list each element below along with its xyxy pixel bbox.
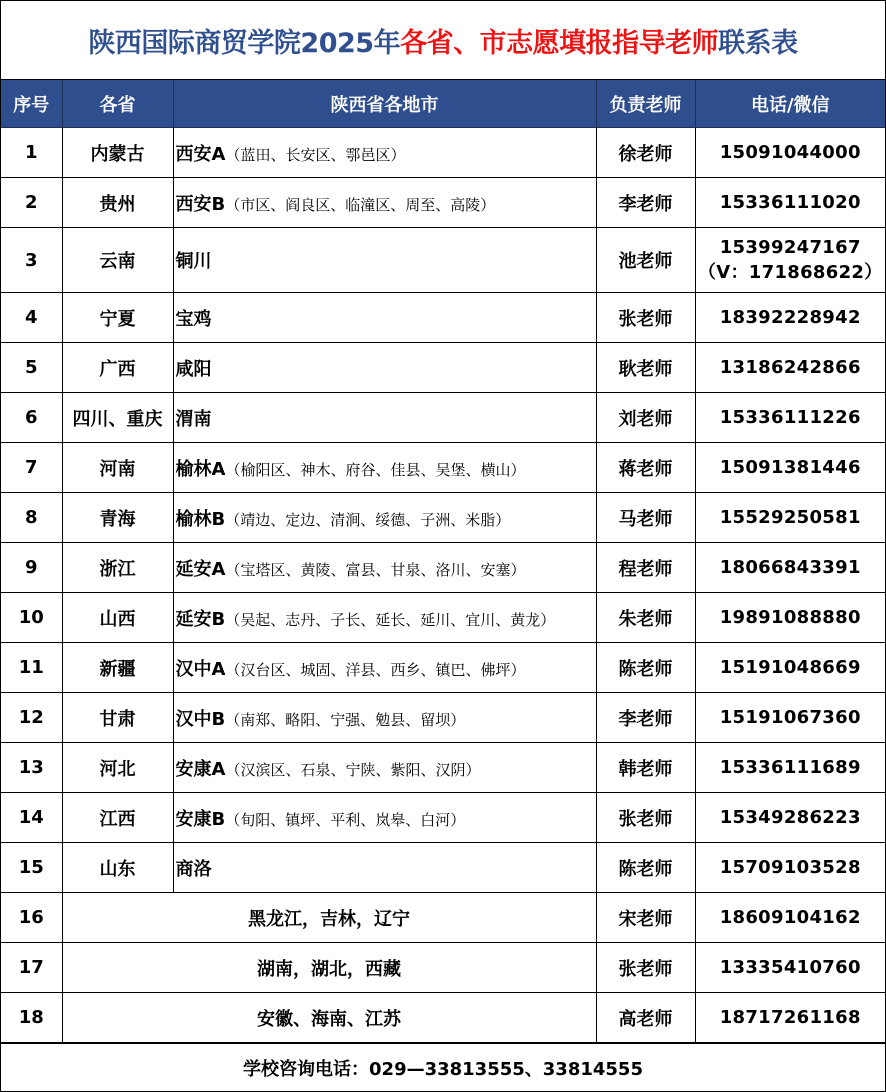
city-name: 宝鸡 bbox=[175, 308, 212, 330]
row-phone bbox=[695, 493, 885, 543]
row-number: 17 bbox=[1, 943, 62, 993]
row-teacher: 韩老师 bbox=[596, 743, 695, 793]
row-phone bbox=[695, 228, 885, 293]
row-number: 5 bbox=[1, 343, 62, 393]
row-province: 甘肃 bbox=[62, 693, 173, 743]
row-province: 贵州 bbox=[62, 178, 173, 228]
row-province: 四川、重庆 bbox=[62, 393, 173, 443]
row-province: 河南 bbox=[62, 443, 173, 493]
city-name: 汉中A bbox=[175, 658, 226, 680]
phone-number: 18392228942 bbox=[719, 307, 861, 328]
row-teacher: 陈老师 bbox=[596, 643, 695, 693]
row-city bbox=[173, 443, 596, 493]
table-row bbox=[1, 593, 885, 643]
table-row bbox=[1, 743, 885, 793]
row-provinces: 湖南，湖北，西藏 bbox=[62, 943, 596, 993]
table-row bbox=[1, 128, 885, 178]
phone-number: 15399247167 bbox=[719, 236, 861, 258]
row-teacher: 蒋老师 bbox=[596, 443, 695, 493]
title-part-school: 陕西国际商贸学院2025年 bbox=[88, 27, 401, 59]
row-city bbox=[173, 643, 596, 693]
city-name: 商洛 bbox=[175, 858, 212, 880]
row-city bbox=[173, 343, 596, 393]
row-province: 青海 bbox=[62, 493, 173, 543]
row-number: 14 bbox=[1, 793, 62, 843]
row-city bbox=[173, 393, 596, 443]
table-header-row bbox=[1, 80, 885, 128]
row-phone bbox=[695, 693, 885, 743]
row-phone bbox=[695, 443, 885, 493]
city-districts: （靖边、定边、清涧、绥德、子洲、米脂） bbox=[225, 510, 511, 529]
row-phone bbox=[695, 643, 885, 693]
city-name: 榆林A bbox=[175, 458, 226, 480]
row-province: 广西 bbox=[62, 343, 173, 393]
row-provinces: 安徽、海南、江苏 bbox=[62, 993, 596, 1043]
table-row bbox=[1, 993, 885, 1043]
row-phone bbox=[695, 843, 885, 893]
school-hotline: 学校咨询电话：029—33813555、33814555 bbox=[1, 1043, 885, 1092]
city-name: 铜川 bbox=[175, 251, 212, 272]
row-city bbox=[173, 128, 596, 178]
header-number: 序号 bbox=[1, 80, 62, 128]
row-teacher: 李老师 bbox=[596, 178, 695, 228]
row-province: 云南 bbox=[62, 228, 173, 293]
header-teacher: 负责老师 bbox=[596, 80, 695, 128]
row-phone bbox=[695, 793, 885, 843]
phone-number: 15336111020 bbox=[719, 192, 861, 213]
row-provinces: 黑龙江，吉林，辽宁 bbox=[62, 893, 596, 943]
row-phone bbox=[695, 543, 885, 593]
row-number: 13 bbox=[1, 743, 62, 793]
row-province: 宁夏 bbox=[62, 293, 173, 343]
row-number: 12 bbox=[1, 693, 62, 743]
city-name: 安康A bbox=[175, 758, 226, 780]
row-phone: 18717261168 bbox=[695, 993, 885, 1043]
row-city bbox=[173, 293, 596, 343]
row-province: 浙江 bbox=[62, 543, 173, 593]
row-number: 16 bbox=[1, 893, 62, 943]
table-row bbox=[1, 493, 885, 543]
row-number: 6 bbox=[1, 393, 62, 443]
row-teacher: 高老师 bbox=[596, 993, 695, 1043]
row-number: 4 bbox=[1, 293, 62, 343]
row-teacher: 刘老师 bbox=[596, 393, 695, 443]
table-row bbox=[1, 943, 885, 993]
row-teacher: 李老师 bbox=[596, 693, 695, 743]
city-districts: （榆阳区、神木、府谷、佳县、吴堡、横山） bbox=[225, 460, 526, 479]
row-phone bbox=[695, 343, 885, 393]
table-row bbox=[1, 843, 885, 893]
row-number: 7 bbox=[1, 443, 62, 493]
city-districts: （蓝田、长安区、鄠邑区） bbox=[225, 145, 406, 164]
row-province: 山西 bbox=[62, 593, 173, 643]
row-city bbox=[173, 593, 596, 643]
city-name: 西安A bbox=[175, 143, 226, 165]
row-number: 1 bbox=[1, 128, 62, 178]
phone-number: 13186242866 bbox=[719, 357, 861, 378]
wechat-id: （V：171868622） bbox=[697, 261, 883, 283]
row-phone bbox=[695, 128, 885, 178]
phone-number: 15091044000 bbox=[719, 142, 861, 163]
contact-table bbox=[1, 80, 885, 1043]
row-phone bbox=[695, 743, 885, 793]
row-city bbox=[173, 743, 596, 793]
city-name: 渭南 bbox=[175, 408, 212, 430]
row-phone bbox=[695, 393, 885, 443]
row-teacher: 张老师 bbox=[596, 293, 695, 343]
phone-number: 15336111689 bbox=[719, 757, 861, 778]
row-phone bbox=[695, 593, 885, 643]
city-name: 咸阳 bbox=[175, 358, 212, 380]
table-row bbox=[1, 693, 885, 743]
row-number: 15 bbox=[1, 843, 62, 893]
city-name: 汉中B bbox=[175, 708, 226, 730]
city-districts: （汉滨区、石泉、宁陕、紫阳、汉阴） bbox=[225, 760, 481, 779]
header-city: 陕西省各地市 bbox=[173, 80, 596, 128]
row-city bbox=[173, 178, 596, 228]
row-number: 11 bbox=[1, 643, 62, 693]
phone-number: 15709103528 bbox=[719, 857, 861, 878]
row-phone: 18609104162 bbox=[695, 893, 885, 943]
phone-number: 15091381446 bbox=[719, 457, 861, 478]
table-row bbox=[1, 443, 885, 493]
row-number: 10 bbox=[1, 593, 62, 643]
row-city bbox=[173, 793, 596, 843]
row-city bbox=[173, 693, 596, 743]
row-city bbox=[173, 543, 596, 593]
city-districts: （宝塔区、黄陵、富县、甘泉、洛川、安塞） bbox=[225, 560, 526, 579]
row-teacher: 徐老师 bbox=[596, 128, 695, 178]
phone-number: 15191067360 bbox=[719, 707, 861, 728]
table-row bbox=[1, 793, 885, 843]
row-teacher: 陈老师 bbox=[596, 843, 695, 893]
row-phone bbox=[695, 178, 885, 228]
row-city bbox=[173, 493, 596, 543]
city-districts: （市区、阎良区、临潼区、周至、高陵） bbox=[225, 195, 496, 214]
table-row bbox=[1, 228, 885, 293]
row-teacher: 池老师 bbox=[596, 228, 695, 293]
row-teacher: 马老师 bbox=[596, 493, 695, 543]
row-teacher: 程老师 bbox=[596, 543, 695, 593]
row-phone: 13335410760 bbox=[695, 943, 885, 993]
row-teacher: 张老师 bbox=[596, 943, 695, 993]
row-number: 18 bbox=[1, 993, 62, 1043]
city-name: 安康B bbox=[175, 808, 226, 830]
row-province: 江西 bbox=[62, 793, 173, 843]
table-row bbox=[1, 178, 885, 228]
table-row bbox=[1, 643, 885, 693]
header-phone: 电话/微信 bbox=[695, 80, 885, 128]
city-name: 西安B bbox=[175, 193, 226, 215]
city-name: 榆林B bbox=[175, 508, 226, 530]
table-row bbox=[1, 393, 885, 443]
city-districts: （吴起、志丹、子长、延长、延川、宜川、黄龙） bbox=[225, 610, 556, 629]
row-province: 新疆 bbox=[62, 643, 173, 693]
city-name: 延安A bbox=[175, 558, 226, 580]
city-districts: （汉台区、城固、洋县、西乡、镇巴、佛坪） bbox=[225, 660, 526, 679]
phone-number: 15191048669 bbox=[719, 657, 861, 678]
row-teacher: 耿老师 bbox=[596, 343, 695, 393]
row-teacher: 朱老师 bbox=[596, 593, 695, 643]
phone-number: 15529250581 bbox=[719, 507, 861, 528]
phone-number: 18066843391 bbox=[719, 557, 861, 578]
phone-number: 19891088880 bbox=[719, 607, 861, 628]
city-districts: （旬阳、镇坪、平利、岚皋、白河） bbox=[225, 810, 466, 829]
title-part-highlight: 各省、市志愿填报指导老师 bbox=[400, 27, 719, 59]
phone-number: 15349286223 bbox=[719, 807, 861, 828]
row-number: 9 bbox=[1, 543, 62, 593]
row-teacher: 宋老师 bbox=[596, 893, 695, 943]
row-number: 3 bbox=[1, 228, 62, 293]
row-city bbox=[173, 843, 596, 893]
row-province: 内蒙古 bbox=[62, 128, 173, 178]
row-province: 山东 bbox=[62, 843, 173, 893]
row-province: 河北 bbox=[62, 743, 173, 793]
city-districts: （南郑、略阳、宁强、勉县、留坝） bbox=[225, 710, 466, 729]
row-number: 2 bbox=[1, 178, 62, 228]
row-teacher: 张老师 bbox=[596, 793, 695, 843]
table-row bbox=[1, 293, 885, 343]
phone-number: 15336111226 bbox=[719, 407, 861, 428]
table-row bbox=[1, 893, 885, 943]
table-row bbox=[1, 543, 885, 593]
table-row bbox=[1, 343, 885, 393]
row-city bbox=[173, 228, 596, 293]
city-name: 延安B bbox=[175, 608, 226, 630]
row-number: 8 bbox=[1, 493, 62, 543]
row-phone bbox=[695, 293, 885, 343]
header-province: 各省 bbox=[62, 80, 173, 128]
title-part-end: 联系表 bbox=[718, 27, 798, 59]
sheet-title bbox=[1, 1, 885, 80]
